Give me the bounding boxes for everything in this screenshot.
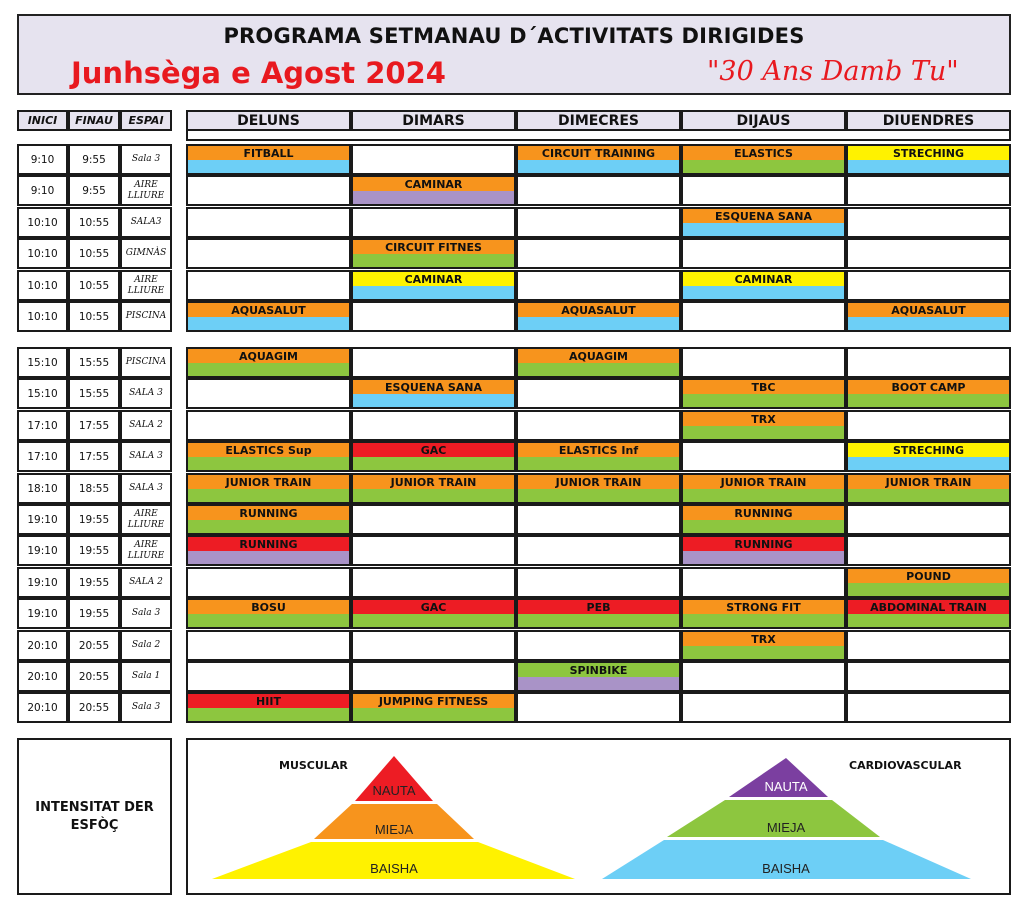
start-time: 9:10	[17, 175, 68, 206]
activity-cell	[186, 598, 351, 629]
empty-cell	[846, 175, 1011, 206]
empty-cell	[351, 535, 516, 566]
activity-cell	[846, 301, 1011, 332]
empty-cell	[681, 692, 846, 723]
empty-cell	[186, 567, 351, 598]
end-time: 10:55	[68, 238, 120, 269]
intensity-bar	[188, 551, 349, 565]
start-time: 20:10	[17, 630, 68, 661]
intensity-bar	[683, 394, 844, 408]
day-header-diuendres: DIUENDRES	[846, 110, 1011, 131]
space-name: Sala 3	[120, 692, 172, 723]
space-name: PISCINA	[120, 301, 172, 332]
intensity-legend	[186, 738, 1011, 895]
activity-name: ELASTICS Inf	[518, 443, 679, 457]
activity-cell	[186, 535, 351, 566]
intensity-bar	[848, 160, 1009, 174]
activity-name: AQUASALUT	[188, 303, 349, 317]
empty-cell	[516, 207, 681, 238]
empty-cell	[846, 504, 1011, 535]
intensity-bar	[683, 551, 844, 565]
empty-cell	[681, 175, 846, 206]
activity-cell	[681, 535, 846, 566]
empty-cell	[516, 378, 681, 409]
space-name: SALA3	[120, 207, 172, 238]
intensity-bar	[683, 160, 844, 174]
activity-name: RUNNING	[683, 537, 844, 551]
activity-name: STRECHING	[848, 146, 1009, 160]
intensity-bar	[683, 286, 844, 300]
activity-name: SPINBIKE	[518, 663, 679, 677]
empty-cell	[516, 175, 681, 206]
intensity-bar	[518, 457, 679, 471]
intensity-bar	[353, 708, 514, 722]
activity-name: CIRCUIT FITNES	[353, 240, 514, 254]
activity-cell	[516, 347, 681, 378]
empty-cell	[351, 410, 516, 441]
empty-cell	[186, 270, 351, 301]
space-name: AIRE LLIURE	[120, 270, 172, 301]
start-time: 17:10	[17, 441, 68, 472]
activity-name: JUNIOR TRAIN	[188, 475, 349, 489]
intensity-bar	[188, 520, 349, 534]
intensity-bar	[848, 457, 1009, 471]
space-name: Sala 3	[120, 598, 172, 629]
slogan: "30 Ans Damb Tu"	[707, 56, 959, 87]
end-time: 20:55	[68, 692, 120, 723]
intensity-bar	[683, 614, 844, 628]
intensity-bar	[848, 614, 1009, 628]
intensity-bar	[518, 614, 679, 628]
empty-cell	[351, 301, 516, 332]
activity-name: ESQUENA SANA	[353, 380, 514, 394]
activity-cell	[351, 473, 516, 504]
start-time: 20:10	[17, 661, 68, 692]
space-name: SALA 3	[120, 378, 172, 409]
empty-cell	[186, 238, 351, 269]
space-name: SALA 3	[120, 441, 172, 472]
intensity-bar	[353, 394, 514, 408]
end-time: 19:55	[68, 535, 120, 566]
empty-cell	[846, 692, 1011, 723]
space-name: PISCINA	[120, 347, 172, 378]
start-time: 15:10	[17, 347, 68, 378]
intensity-bar	[848, 317, 1009, 331]
end-time: 19:55	[68, 598, 120, 629]
activity-cell	[186, 301, 351, 332]
space-name: SALA 3	[120, 473, 172, 504]
end-time: 15:55	[68, 347, 120, 378]
activity-name: TRX	[683, 412, 844, 426]
empty-cell	[351, 207, 516, 238]
empty-cell	[846, 661, 1011, 692]
activity-cell	[681, 504, 846, 535]
activity-cell	[846, 598, 1011, 629]
intensity-bar	[353, 286, 514, 300]
empty-cell	[351, 630, 516, 661]
empty-cell	[846, 270, 1011, 301]
activity-cell	[516, 661, 681, 692]
cardio-label-low: BAISHA	[762, 861, 810, 876]
empty-cell	[351, 504, 516, 535]
activity-name: JUNIOR TRAIN	[518, 475, 679, 489]
start-time: 19:10	[17, 504, 68, 535]
activity-cell	[516, 473, 681, 504]
end-time: 20:55	[68, 661, 120, 692]
intensity-bar	[353, 254, 514, 268]
activity-cell	[351, 175, 516, 206]
empty-cell	[681, 347, 846, 378]
empty-cell	[681, 238, 846, 269]
intensity-bar	[188, 614, 349, 628]
activity-cell	[186, 144, 351, 175]
intensity-bar	[683, 426, 844, 440]
column-header-finau: FINAU	[68, 110, 120, 131]
start-time: 9:10	[17, 144, 68, 175]
activity-name: GAC	[353, 600, 514, 614]
column-header-espai: ESPAI	[120, 110, 172, 131]
empty-cell	[351, 567, 516, 598]
start-time: 19:10	[17, 535, 68, 566]
intensity-label: INTENSITAT DER ESFÒÇ	[17, 738, 172, 895]
empty-cell	[351, 144, 516, 175]
empty-cell	[516, 535, 681, 566]
activity-name: TRX	[683, 632, 844, 646]
intensity-bar	[353, 457, 514, 471]
empty-cell	[351, 661, 516, 692]
empty-cell	[186, 410, 351, 441]
start-time: 10:10	[17, 301, 68, 332]
end-time: 18:55	[68, 473, 120, 504]
empty-cell	[516, 692, 681, 723]
activity-cell	[351, 270, 516, 301]
empty-cell	[186, 175, 351, 206]
start-time: 20:10	[17, 692, 68, 723]
empty-cell	[846, 347, 1011, 378]
space-name: GIMNÀS	[120, 238, 172, 269]
activity-name: STRONG FIT	[683, 600, 844, 614]
day-header-dijaus: DIJAUS	[681, 110, 846, 131]
intensity-bar	[683, 520, 844, 534]
start-time: 10:10	[17, 238, 68, 269]
muscular-label-high: NAUTA	[372, 783, 416, 798]
end-time: 10:55	[68, 207, 120, 238]
end-time: 10:55	[68, 270, 120, 301]
activity-name: JUMPING FITNESS	[353, 694, 514, 708]
activity-cell	[186, 504, 351, 535]
column-header-inici: INICI	[17, 110, 68, 131]
activity-name: ELASTICS Sup	[188, 443, 349, 457]
header-spacer-row	[186, 129, 1011, 141]
intensity-bar	[518, 160, 679, 174]
cardio-title: CARDIOVASCULAR	[849, 759, 962, 772]
start-time: 18:10	[17, 473, 68, 504]
intensity-bar	[188, 317, 349, 331]
empty-cell	[681, 567, 846, 598]
muscular-title: MUSCULAR	[279, 759, 348, 772]
start-time: 17:10	[17, 410, 68, 441]
space-name: AIRE LLIURE	[120, 504, 172, 535]
intensity-pyramids	[188, 740, 1009, 893]
activity-cell	[681, 598, 846, 629]
empty-cell	[681, 441, 846, 472]
activity-cell	[516, 301, 681, 332]
day-header-deluns: DELUNS	[186, 110, 351, 131]
activity-cell	[351, 441, 516, 472]
space-name: AIRE LLIURE	[120, 535, 172, 566]
empty-cell	[516, 567, 681, 598]
intensity-bar	[188, 489, 349, 503]
space-name: SALA 2	[120, 567, 172, 598]
page-title: PROGRAMA SETMANAU D´ACTIVITATS DIRIGIDES	[223, 24, 805, 48]
intensity-bar	[683, 223, 844, 237]
empty-cell	[846, 630, 1011, 661]
muscular-label-medium: MIEJA	[374, 822, 414, 837]
activity-cell	[846, 378, 1011, 409]
intensity-bar	[518, 363, 679, 377]
end-time: 17:55	[68, 410, 120, 441]
activity-name: STRECHING	[848, 443, 1009, 457]
empty-cell	[516, 238, 681, 269]
intensity-bar	[683, 489, 844, 503]
empty-cell	[516, 504, 681, 535]
activity-name: AQUAGIM	[518, 349, 679, 363]
intensity-bar	[353, 489, 514, 503]
empty-cell	[186, 661, 351, 692]
start-time: 19:10	[17, 598, 68, 629]
space-name: SALA 2	[120, 410, 172, 441]
empty-cell	[846, 207, 1011, 238]
start-time: 19:10	[17, 567, 68, 598]
activity-cell	[186, 347, 351, 378]
activity-cell	[681, 270, 846, 301]
activity-cell	[846, 567, 1011, 598]
intensity-bar	[188, 457, 349, 471]
cardio-label-high: NAUTA	[764, 779, 808, 794]
activity-name: FITBALL	[188, 146, 349, 160]
intensity-bar	[518, 677, 679, 691]
empty-cell	[186, 378, 351, 409]
activity-cell	[681, 473, 846, 504]
activity-cell	[186, 441, 351, 472]
space-name: Sala 3	[120, 144, 172, 175]
day-header-dimars: DIMARS	[351, 110, 516, 131]
activity-cell	[846, 473, 1011, 504]
activity-cell	[351, 598, 516, 629]
empty-cell	[516, 630, 681, 661]
activity-name: JUNIOR TRAIN	[848, 475, 1009, 489]
intensity-bar	[188, 363, 349, 377]
activity-cell	[681, 378, 846, 409]
activity-cell	[846, 441, 1011, 472]
empty-cell	[846, 410, 1011, 441]
empty-cell	[516, 410, 681, 441]
intensity-bar	[848, 489, 1009, 503]
cardio-label-medium: MIEJA	[766, 820, 806, 835]
intensity-bar	[188, 160, 349, 174]
activity-name: RUNNING	[188, 537, 349, 551]
end-time: 19:55	[68, 504, 120, 535]
activity-cell	[186, 692, 351, 723]
intensity-bar	[188, 708, 349, 722]
activity-name: CAMINAR	[353, 272, 514, 286]
empty-cell	[186, 207, 351, 238]
empty-cell	[516, 270, 681, 301]
intensity-bar	[353, 614, 514, 628]
activity-name: ELASTICS	[683, 146, 844, 160]
muscular-label-low: BAISHA	[370, 861, 418, 876]
activity-name: JUNIOR TRAIN	[683, 475, 844, 489]
page-header	[17, 14, 1011, 95]
activity-name: RUNNING	[683, 506, 844, 520]
intensity-bar	[518, 317, 679, 331]
intensity-bar	[848, 583, 1009, 597]
end-time: 9:55	[68, 175, 120, 206]
end-time: 19:55	[68, 567, 120, 598]
intensity-bar	[683, 646, 844, 660]
end-time: 9:55	[68, 144, 120, 175]
empty-cell	[351, 347, 516, 378]
activity-cell	[516, 144, 681, 175]
end-time: 17:55	[68, 441, 120, 472]
activity-name: BOSU	[188, 600, 349, 614]
activity-name: TBC	[683, 380, 844, 394]
activity-name: PEB	[518, 600, 679, 614]
empty-cell	[846, 238, 1011, 269]
activity-cell	[681, 630, 846, 661]
intensity-bar	[353, 191, 514, 205]
activity-name: JUNIOR TRAIN	[353, 475, 514, 489]
end-time: 10:55	[68, 301, 120, 332]
start-time: 15:10	[17, 378, 68, 409]
empty-cell	[846, 535, 1011, 566]
period-subtitle: Junhsèga e Agost 2024	[71, 56, 446, 90]
empty-cell	[681, 301, 846, 332]
activity-name: HIIT	[188, 694, 349, 708]
activity-name: CIRCUIT TRAINING	[518, 146, 679, 160]
activity-name: CAMINAR	[353, 177, 514, 191]
intensity-bar	[848, 394, 1009, 408]
empty-cell	[681, 661, 846, 692]
activity-name: CAMINAR	[683, 272, 844, 286]
activity-name: POUND	[848, 569, 1009, 583]
activity-cell	[351, 378, 516, 409]
space-name: AIRE LLIURE	[120, 175, 172, 206]
start-time: 10:10	[17, 270, 68, 301]
space-name: Sala 2	[120, 630, 172, 661]
activity-cell	[846, 144, 1011, 175]
activity-name: AQUAGIM	[188, 349, 349, 363]
activity-name: RUNNING	[188, 506, 349, 520]
space-name: Sala 1	[120, 661, 172, 692]
activity-name: GAC	[353, 443, 514, 457]
activity-name: ESQUENA SANA	[683, 209, 844, 223]
activity-cell	[681, 207, 846, 238]
end-time: 15:55	[68, 378, 120, 409]
activity-name: AQUASALUT	[518, 303, 679, 317]
activity-cell	[516, 598, 681, 629]
end-time: 20:55	[68, 630, 120, 661]
activity-name: ABDOMINAL TRAIN	[848, 600, 1009, 614]
activity-name: AQUASALUT	[848, 303, 1009, 317]
day-header-dimecres: DIMECRES	[516, 110, 681, 131]
activity-cell	[351, 238, 516, 269]
activity-cell	[681, 144, 846, 175]
activity-cell	[681, 410, 846, 441]
empty-cell	[186, 630, 351, 661]
intensity-bar	[518, 489, 679, 503]
start-time: 10:10	[17, 207, 68, 238]
activity-cell	[516, 441, 681, 472]
activity-name: BOOT CAMP	[848, 380, 1009, 394]
activity-cell	[186, 473, 351, 504]
activity-cell	[351, 692, 516, 723]
